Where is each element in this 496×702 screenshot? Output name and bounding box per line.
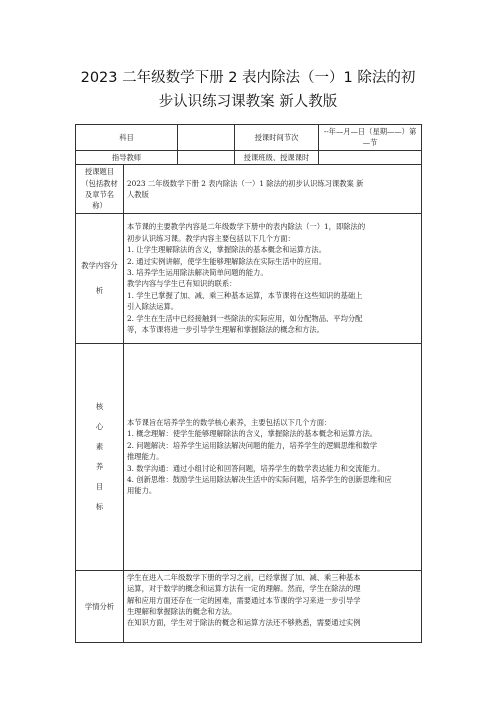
row-subject xyxy=(76,125,422,151)
label-subject: 科目 xyxy=(76,125,178,151)
row-teacher xyxy=(76,150,422,164)
row-topic xyxy=(76,165,422,214)
class-hours-value xyxy=(319,150,422,164)
core-literacy-text: 本节课旨在培养学生的数学核心素养，主要包括以下几个方面： 1. 概念理解：使学生能够理解除法的含义，掌握除法的基本概念和运算方法。 2. 问题解决：培养学生运用除法解决问题的能力，培养学生的逻辑思维和数学 推理能力。 3. 数学沟通：通过小组讨论和回答问题，培养学生的数学表达能力和交流能力。 4. 创新思维：鼓励学生运用除法解决生活中的实际问题，培养学生的创新思维和应 用能力。 xyxy=(124,343,422,570)
class-time-value: --年—月—日（星期——）第—节 xyxy=(319,125,422,151)
document-title xyxy=(30,66,466,114)
lesson-plan-table xyxy=(75,124,422,643)
title-line-2: 步认识练习课教案 新人教版 xyxy=(158,94,338,110)
label-teacher: 指导教师 xyxy=(76,150,178,164)
topic-value: 2023 二年级数学下册 2 表内除法（一）1 除法的初步认识练习课教案 新 人教版 xyxy=(124,165,422,214)
label-content-analysis: 教学内容分 析 xyxy=(76,213,124,343)
content-analysis-text: 本节课的主要教学内容是二年级数学下册中的表内除法（一）1，即除法的 初步认识练习课。教学内容主要包括以下几个方面： 1. 让学生理解除法的含义，掌握除法的基本概念和运算方法。 2. 通过实例讲解，使学生能够理解除法在实际生活中的应用。 3. 培养学生运用除法解决简单问题的能力。 教学内容与学生已有知识的联系： 1. 学生已掌握了加、减、乘三种基本运算，本节课将在这些知识的基础上 引入除法运算。 2. 学生在生活中已经接触到一些除法的实际应用，如分配物品、平均分配 等，本节课将进一步引导学生理解和掌握除法的概念和方法。 xyxy=(124,213,422,343)
row-content-analysis xyxy=(76,213,422,343)
row-student-analysis xyxy=(76,570,422,642)
label-student-analysis: 学情分析 xyxy=(76,570,124,642)
title-line-1: 2023 二年级数学下册 2 表内除法（一）1 除法的初 xyxy=(80,70,416,86)
row-core-literacy xyxy=(76,343,422,570)
teacher-value xyxy=(178,150,235,164)
student-analysis-text: 学生在进入二年级数学下册的学习之前，已经掌握了加、减、乘三种基本 运算，对于数学的概念和运算方法有一定的理解。然而，学生在除法的理 解和应用方面还存在一定的困难，需要通过本节课的学习来进一步引导学 生理解和掌握除法的概念和方法。 在知识方面，学生对于除法的概念和运算方法还不够熟悉，需要通过实例 xyxy=(124,570,422,642)
label-class-time: 授课时间节次 xyxy=(235,125,319,151)
label-topic: 授课题目 （包括教材 及章节名 称） xyxy=(76,165,124,214)
subject-value xyxy=(178,125,235,151)
label-core-literacy: 核 心 素 养 目 标 xyxy=(76,343,124,570)
label-class-hours: 授课班级、授课课时 xyxy=(235,150,319,164)
